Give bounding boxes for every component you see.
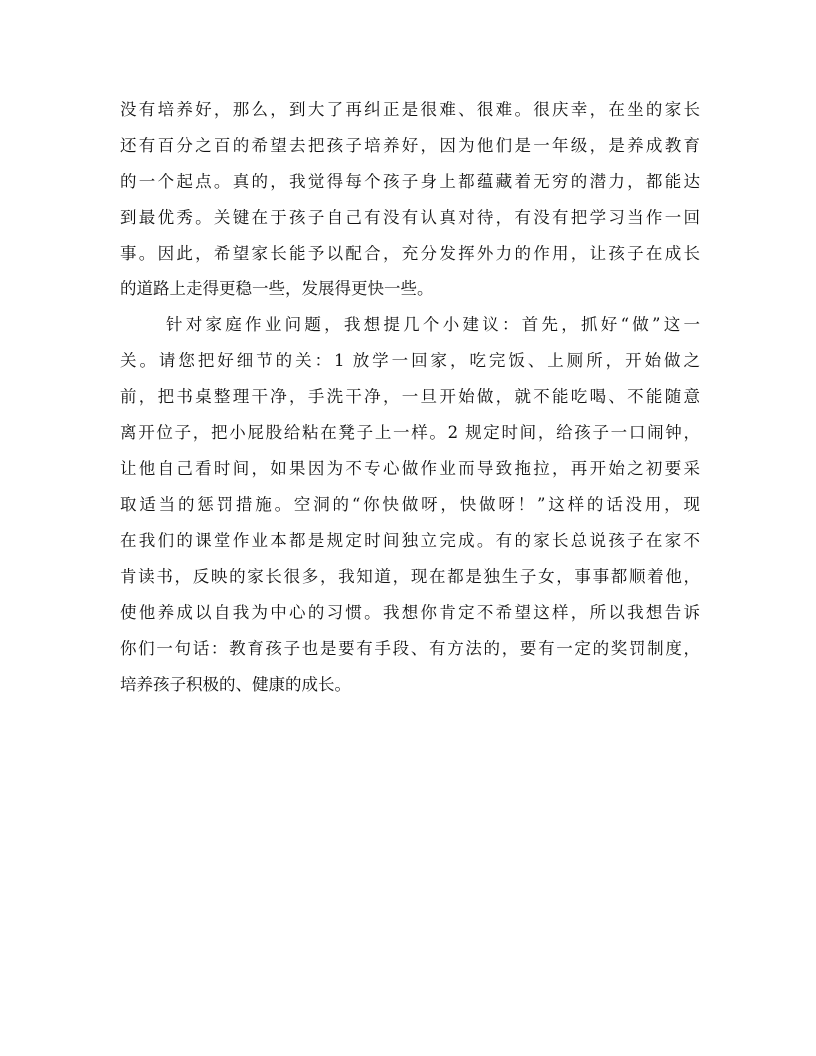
text-line: 离开位子，把小屁股给粘在凳子上一样。2 规定时间，给孩子一口闹钟， bbox=[120, 423, 700, 442]
text-line: 针对家庭作业问题，我想提几个小建议：首先，抓好“做”这一 bbox=[166, 315, 700, 334]
text-line: 取适当的惩罚措施。空洞的“你快做呀，快做呀！”这样的话没用，现 bbox=[120, 495, 700, 514]
text-line: 前，把书桌整理干净，手洗干净，一旦开始做，就不能吃喝、不能随意 bbox=[120, 387, 700, 406]
text-line: 没有培养好，那么，到大了再纠正是很难、很难。很庆幸，在坐的家长 bbox=[120, 100, 700, 119]
body-text bbox=[120, 101, 700, 694]
text-line: 关。请您把好细节的关：1 放学一回家，吃完饭、上厕所，开始做之 bbox=[120, 351, 700, 370]
text-line: 肯读书，反映的家长很多，我知道，现在都是独生子女，事事都顺着他， bbox=[120, 567, 700, 586]
text-line: 还有百分之百的希望去把孩子培养好，因为他们是一年级，是养成教育 bbox=[120, 136, 700, 155]
text-line: 使他养成以自我为中心的习惯。我想你肯定不希望这样，所以我想告诉 bbox=[120, 603, 700, 622]
text-line: 你们一句话：教育孩子也是要有手段、有方法的，要有一定的奖罚制度， bbox=[120, 639, 700, 658]
paragraph-2 bbox=[120, 316, 700, 694]
text-line: 到最优秀。关键在于孩子自己有没有认真对待，有没有把学习当作一回 bbox=[120, 208, 700, 227]
text-line: 的道路上走得更稳一些，发展得更快一些。 bbox=[120, 279, 434, 298]
text-line: 让他自己看时间，如果因为不专心做作业而导致拖拉，再开始之初要采 bbox=[120, 459, 700, 478]
text-line: 在我们的课堂作业本都是规定时间独立完成。有的家长总说孩子在家不 bbox=[120, 531, 700, 550]
paragraph-1 bbox=[120, 101, 700, 298]
text-line: 培养孩子积极的、健康的成长。 bbox=[120, 675, 351, 694]
text-line: 事。因此，希望家长能予以配合，充分发挥外力的作用，让孩子在成长 bbox=[120, 244, 700, 263]
text-line: 的一个起点。真的，我觉得每个孩子身上都蕴藏着无穷的潜力，都能达 bbox=[120, 172, 700, 191]
